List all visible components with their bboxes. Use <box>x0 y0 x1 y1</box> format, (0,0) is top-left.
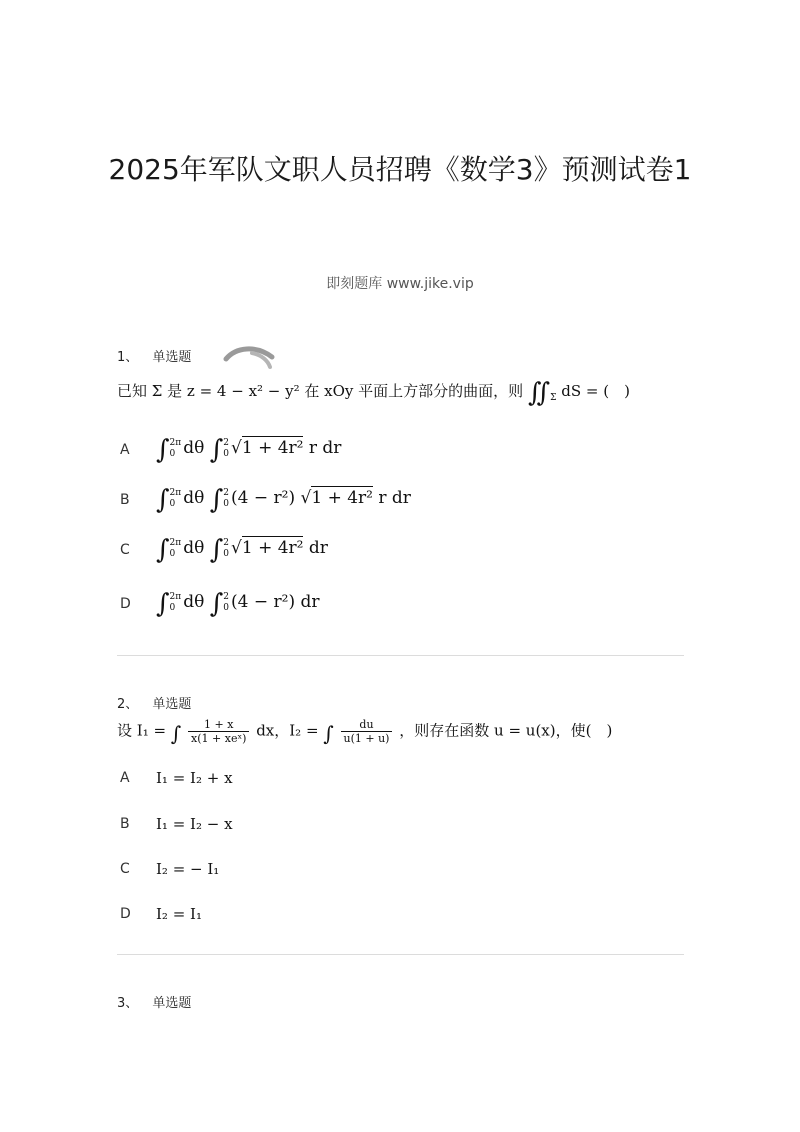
page-title: 2025年军队文职人员招聘《数学3》预测试卷1 <box>108 153 692 186</box>
option-a[interactable] <box>120 758 233 798</box>
question-type: 单选题 <box>152 996 192 1011</box>
question-2-stem <box>117 718 612 746</box>
option-b[interactable] <box>120 804 233 844</box>
page-subtitle: 即刻题库 www.jike.vip <box>326 276 474 292</box>
option-letter: D <box>120 596 131 612</box>
option-c[interactable] <box>120 530 328 570</box>
option-expression: ∫ 2π 0 dθ ∫ 2 0 √1 + 4r² dr <box>156 535 328 565</box>
question-number: 1、 <box>117 350 139 365</box>
option-letter: D <box>120 906 131 922</box>
option-expression: ∫ 2π 0 dθ ∫ 2 0 (4 − r²) √1 + 4r² r dr <box>156 485 411 515</box>
stem-text-mid: dx，I₂ = <box>256 721 319 740</box>
option-letter: C <box>120 542 130 558</box>
watermark-scribble-icon <box>222 343 278 371</box>
option-expression: I₂ = I₁ <box>156 905 202 923</box>
stem-text: 设 I₁ = <box>117 721 167 740</box>
question-number: 2、 <box>117 697 139 712</box>
question-divider <box>117 655 684 656</box>
option-expression: ∫ 2π 0 dθ ∫ 2 0 √1 + 4r² r dr <box>156 435 342 465</box>
integral-sign: ∫ <box>323 721 334 746</box>
stem-text-end: dS = ( ) <box>561 382 630 400</box>
option-d[interactable] <box>120 894 202 934</box>
option-letter: C <box>120 861 130 877</box>
option-expression: ∫ 2π 0 dθ ∫ 2 0 (4 − r²) dr <box>156 589 320 619</box>
question-1-header <box>117 346 191 365</box>
option-expression: I₂ = − I₁ <box>156 860 220 878</box>
option-letter: A <box>120 770 130 786</box>
option-d[interactable] <box>120 584 320 624</box>
stem-text: 已知 Σ 是 z = 4 − x² − y² 在 xOy 平面上方部分的曲面，则 <box>117 382 524 400</box>
option-letter: B <box>120 816 130 832</box>
surface-subscript: Σ <box>550 393 557 403</box>
fraction-2: $\frac{du}{u(1 + u)}$ <box>341 718 393 745</box>
question-type: 单选题 <box>152 697 192 712</box>
fraction-1: $\frac{1 + x}{\text{x(1 + xeˣ)}}$ <box>188 718 249 745</box>
option-a[interactable] <box>120 430 341 470</box>
option-letter: A <box>120 442 130 458</box>
option-c[interactable] <box>120 849 219 889</box>
option-b[interactable] <box>120 480 411 520</box>
integral-sign: ∫ <box>170 721 182 746</box>
question-number: 3、 <box>117 996 139 1011</box>
option-expression: I₁ = I₂ + x <box>156 769 233 787</box>
option-expression: I₁ = I₂ − x <box>156 815 233 833</box>
question-1-stem <box>117 378 630 408</box>
double-integral-sign: ∬ <box>527 378 551 408</box>
question-divider <box>117 954 684 955</box>
question-type: 单选题 <box>152 350 192 365</box>
question-2-header <box>117 693 191 712</box>
question-3-header <box>117 992 191 1011</box>
option-letter: B <box>120 492 130 508</box>
stem-text-end: ，则存在函数 u = u(x)，使( ) <box>399 721 613 740</box>
